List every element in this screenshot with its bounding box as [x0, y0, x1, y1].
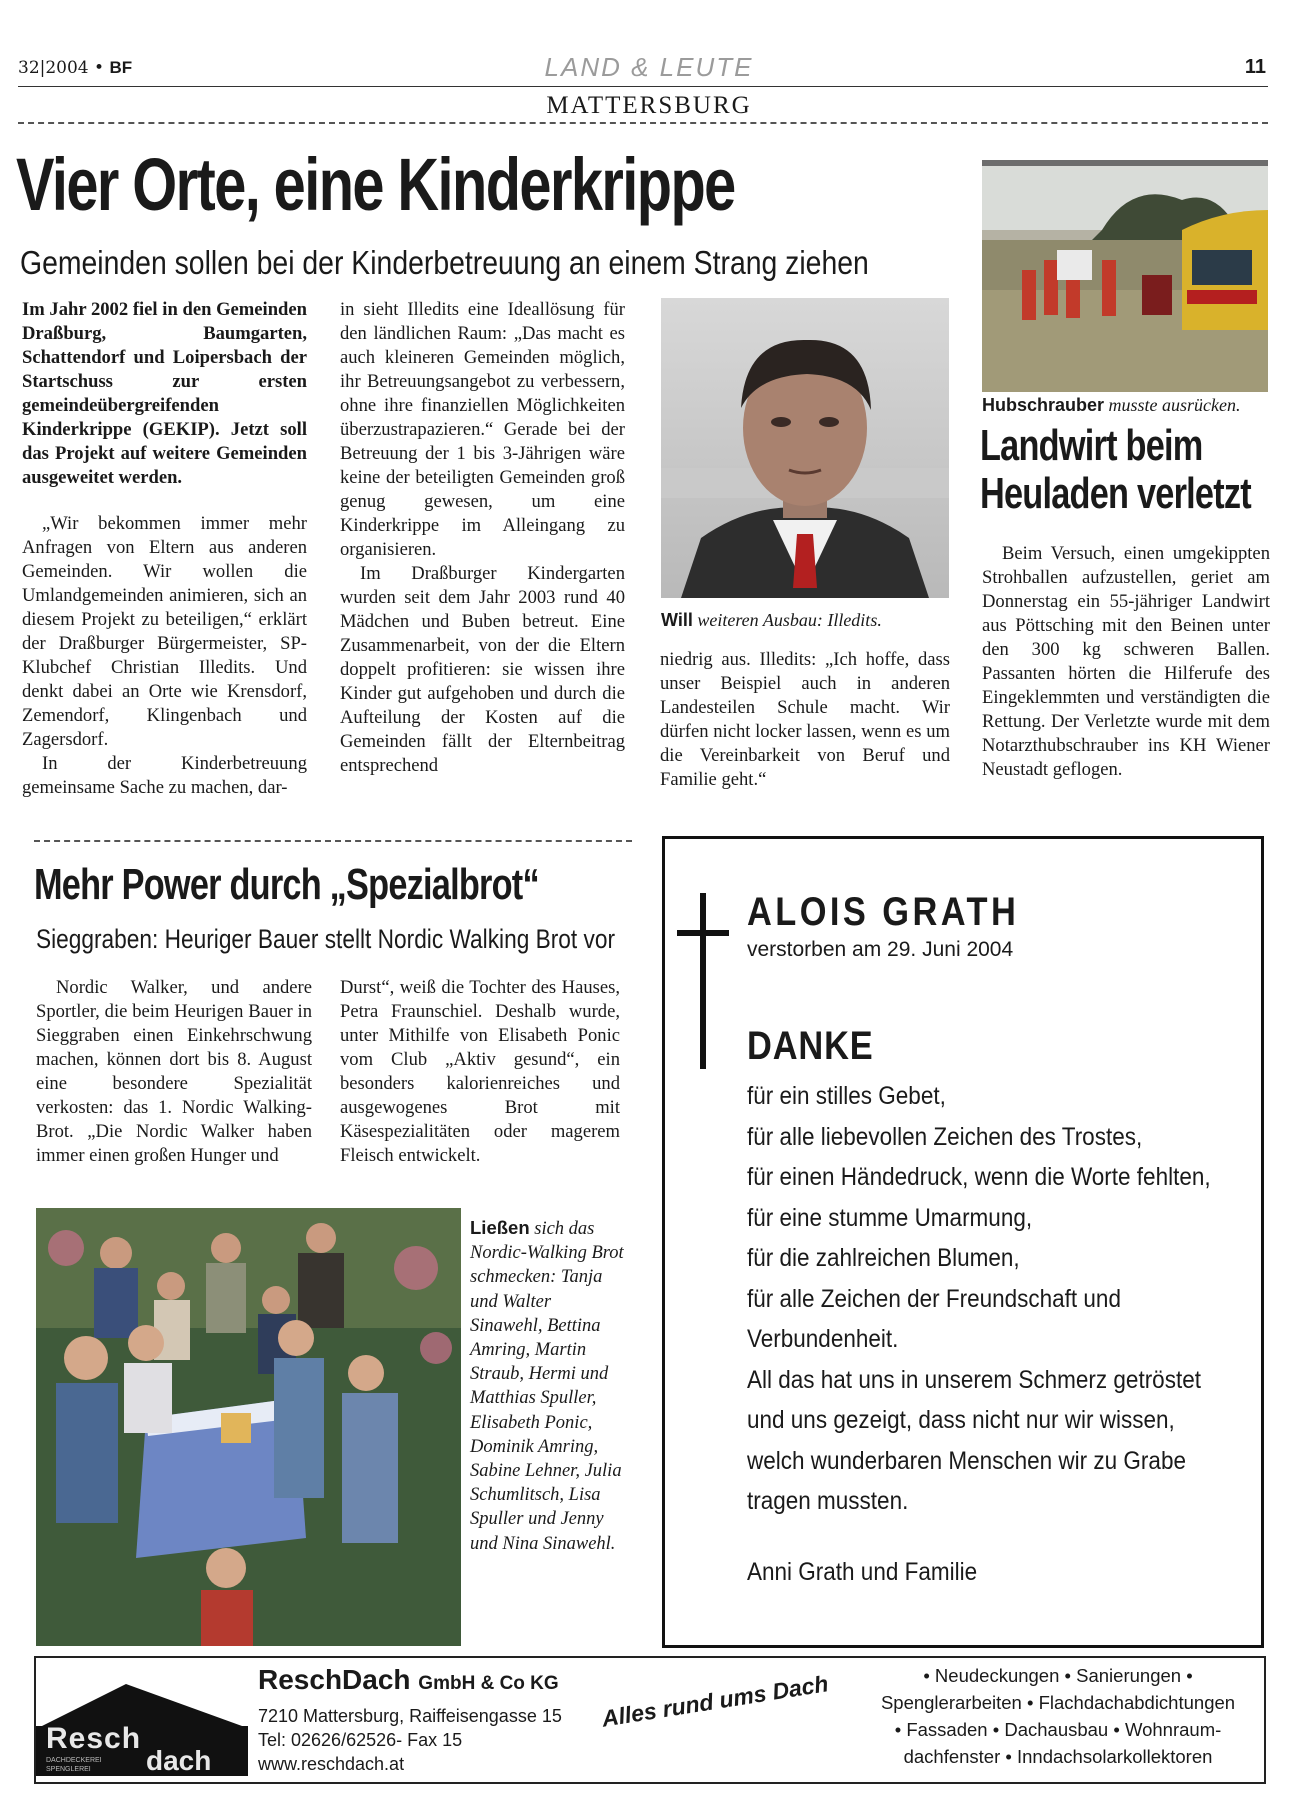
- issue-number: 32|2004 •: [18, 58, 105, 78]
- cross-icon: [700, 893, 706, 1069]
- main-paragraph: „Wir bekommen immer mehr Anfragen von Eltern aus anderen Gemeinden. Wir wollen die Umlandgemeinden animieren, sich an diesem Projekt zu beteiligen,“ erklärt der Draßburger Bürgermeister, SP-Klubchef Christian Illedits. Und denkt dabei an Orte wie Krensdorf, Zemendorf, Klingenbach und Zagersdorf.: [22, 513, 307, 750]
- rubric-title: LAND & LEUTE: [544, 52, 754, 82]
- helicopter-photo: [982, 160, 1268, 392]
- side-paragraph: Beim Versuch, einen umgekippten Strohballen aufzustellen, geriet am Donnerstag ein 55-jähriger Landwirt aus Pöttsching mit den Beinen unter den 300 kg schweren Ballen. Passanten hörten die Hilferufe des Eingeklemmten und verständigten die Rettung. Der Verletzte wurde mit dem Notarzthubschrauber ins KH Wiener Neustadt geflogen.: [982, 543, 1270, 780]
- obituary-text: [747, 1076, 1257, 1522]
- ad-services-line: Spenglerarbeiten • Flachdachabdichtungen: [880, 1692, 1236, 1713]
- ad-services-line: • Neudeckungen • Sanierungen •: [923, 1665, 1193, 1686]
- section-title: MATTERSBURG: [546, 92, 752, 119]
- bread-headline: Mehr Power durch „Spezialbrot“: [34, 860, 539, 909]
- caption-text: musste ausrücken.: [1108, 395, 1241, 415]
- bread-column-1: [36, 976, 312, 1168]
- caption-keyword: Will: [661, 610, 693, 630]
- helicopter-caption: [982, 395, 1241, 416]
- obituary-line: tragen mussten.: [747, 1487, 909, 1515]
- company-website: www.reschdach.at: [258, 1754, 405, 1774]
- main-article-column-2: [340, 298, 625, 778]
- obituary-thanks-heading: DANKE: [747, 1024, 874, 1068]
- portrait-caption: [661, 610, 961, 631]
- side-article-body: [982, 542, 1270, 782]
- obituary-signature: Anni Grath und Familie: [747, 1558, 978, 1586]
- header-rule: [18, 86, 1268, 87]
- obituary-line: Verbundenheit.: [747, 1325, 899, 1353]
- obituary-line: All das hat uns in unserem Schmerz getröstet: [747, 1365, 1201, 1394]
- main-headline: Vier Orte, eine Kinderkrippe: [16, 143, 735, 226]
- svg-text:SPENGLEREI: SPENGLEREI: [46, 1766, 91, 1773]
- company-name-main: ReschDach: [258, 1664, 411, 1695]
- bread-column-2: [340, 976, 620, 1168]
- main-paragraph: niedrig aus. Illedits: „Ich hoffe, dass unser Beispiel auch in anderen Landesteilen Schule macht. Wir dürfen nicht locker lassen, wenn es um die Vereinbarkeit von Beruf und Familie geht.“: [660, 649, 950, 790]
- caption-keyword: Ließen: [470, 1217, 530, 1238]
- obituary-line: für ein stilles Gebet,: [747, 1082, 946, 1110]
- main-article-column-1: [22, 298, 307, 800]
- obituary-line: für alle Zeichen der Freundschaft und: [747, 1284, 1121, 1313]
- main-lead: Im Jahr 2002 fiel in den Gemeinden Draßburg, Baumgarten, Schattendorf und Loipersbach der Startschuss zur ersten gemeindeübergreifenden Kinderkrippe (GEKIP). Jetzt soll das Projekt auf weitere Gemeinden ausgeweitet werden.: [22, 299, 307, 488]
- cross-icon-bar: [677, 930, 729, 936]
- caption-text: weiteren Ausbau: Illedits.: [697, 610, 882, 630]
- svg-text:DACHDECKEREI: DACHDECKEREI: [46, 1757, 102, 1764]
- company-phone: Tel: 02626/62526- Fax 15: [258, 1730, 463, 1750]
- company-name-suffix: GmbH & Co KG: [418, 1673, 559, 1694]
- ad-services: [858, 1662, 1258, 1770]
- obituary-line: für eine stumme Umarmung,: [747, 1203, 1033, 1232]
- group-photo: [36, 1208, 461, 1646]
- obituary-name: ALOIS GRATH: [747, 890, 1020, 934]
- ad-slogan: Alles rund ums Dach: [600, 1670, 831, 1732]
- obituary-line: für einen Händedruck, wenn die Worte fehlten,: [747, 1163, 1211, 1191]
- svg-text:Resch: Resch: [46, 1722, 142, 1755]
- obituary-date: verstorben am 29. Juni 2004: [747, 938, 1014, 961]
- company-name: [258, 1664, 559, 1696]
- ad-services-line: dachfenster • Inndachsolarkollektoren: [903, 1746, 1213, 1767]
- caption-text: sich das Nordic-Walking Brot schmecken: Tanja und Walter Sinawehl, Bettina Amring, Martin Straub, Hermi und Matthias Spuller, Elisabeth Ponic, Dominik Amring, Sabine Lehner, Julia Schumlitsch, Lisa Spuller und Jenny und Nina Sinawehl.: [470, 1219, 624, 1554]
- obituary-line: für die zahlreichen Blumen,: [747, 1244, 1020, 1272]
- svg-text:dach: dach: [146, 1745, 212, 1776]
- side-headline: [980, 422, 1251, 518]
- side-headline-line-2: Heuladen verletzt: [980, 469, 1251, 518]
- page-number: 11: [1244, 56, 1266, 78]
- bread-article-rule: [34, 840, 632, 842]
- group-photo-caption: [470, 1216, 625, 1556]
- bread-subheadline: Sieggraben: Heuriger Bauer stellt Nordic Walking Brot vor: [36, 924, 616, 954]
- obituary-line: und uns gezeigt, dass nicht nur wir wissen,: [747, 1406, 1175, 1434]
- company-logo: [36, 1676, 248, 1776]
- main-paragraph: Im Draßburger Kindergarten wurden seit dem Jahr 2003 rund 40 Mädchen und Buben betreut. Eine Zusammenarbeit, von der die Eltern doppelt profitieren: sie wissen ihre Kinder gut aufgehoben und durch die Aufteilung der Kosten auf die Gemeinden fällt der Elternbeitrag entsprechend: [340, 563, 625, 776]
- main-subheadline: Gemeinden sollen bei der Kinderbetreuung an einem Strang ziehen: [20, 244, 869, 281]
- portrait-photo: [661, 298, 949, 598]
- bread-paragraph: Durst“, weiß die Tochter des Hauses, Petra Fraunschiel. Deshalb wurde, unter Mithilfe von Elisabeth Ponic vom Club „Aktiv gesund“, ein besonders kalorienreiches und ausgewogenes Brot mit Käsespezialitäten oder magerem Fleisch entwickelt.: [340, 977, 620, 1166]
- main-paragraph: In der Kinderbetreuung gemeinsame Sache zu machen, dar-: [22, 753, 307, 798]
- caption-keyword: Hubschrauber: [982, 395, 1105, 415]
- section-rule: [18, 122, 1268, 124]
- obituary-line: für alle liebevollen Zeichen des Trostes,: [747, 1122, 1143, 1151]
- bread-paragraph: Nordic Walker, und andere Sportler, die beim Heurigen Bauer in Sieggraben einen Einkehrschwung machen, können dort bis 8. August eine besondere Spezialität verkosten: das 1. Nordic Walking-Brot. „Die Nordic Walker haben immer einen großen Hunger und: [36, 977, 312, 1166]
- obituary-line: welch wunderbaren Menschen wir zu Grabe: [747, 1446, 1186, 1475]
- side-headline-line-1: Landwirt beim: [980, 421, 1203, 470]
- main-paragraph: in sieht Illedits eine Ideallösung für den ländlichen Raum: „Das macht es auch kleineren Gemeinden möglich, ihr Betreuungsangebot zu verbessern, ohne ihre finanziellen Möglichkeiten überzustrapazieren.“ Gerade bei der Betreuung der 1 bis 3-Jährigen wäre keine der beteiligten Gemeinden groß genug gewesen, um eine Kinderkrippe im Alleingang zu organisieren.: [340, 299, 625, 560]
- ad-services-line: • Fassaden • Dachausbau • Wohnraum-: [894, 1719, 1222, 1740]
- main-article-column-3: [660, 648, 950, 792]
- company-contact: [258, 1704, 562, 1776]
- company-address: 7210 Mattersburg, Raiffeisengasse 15: [258, 1706, 562, 1726]
- paper-name: BF: [109, 58, 133, 77]
